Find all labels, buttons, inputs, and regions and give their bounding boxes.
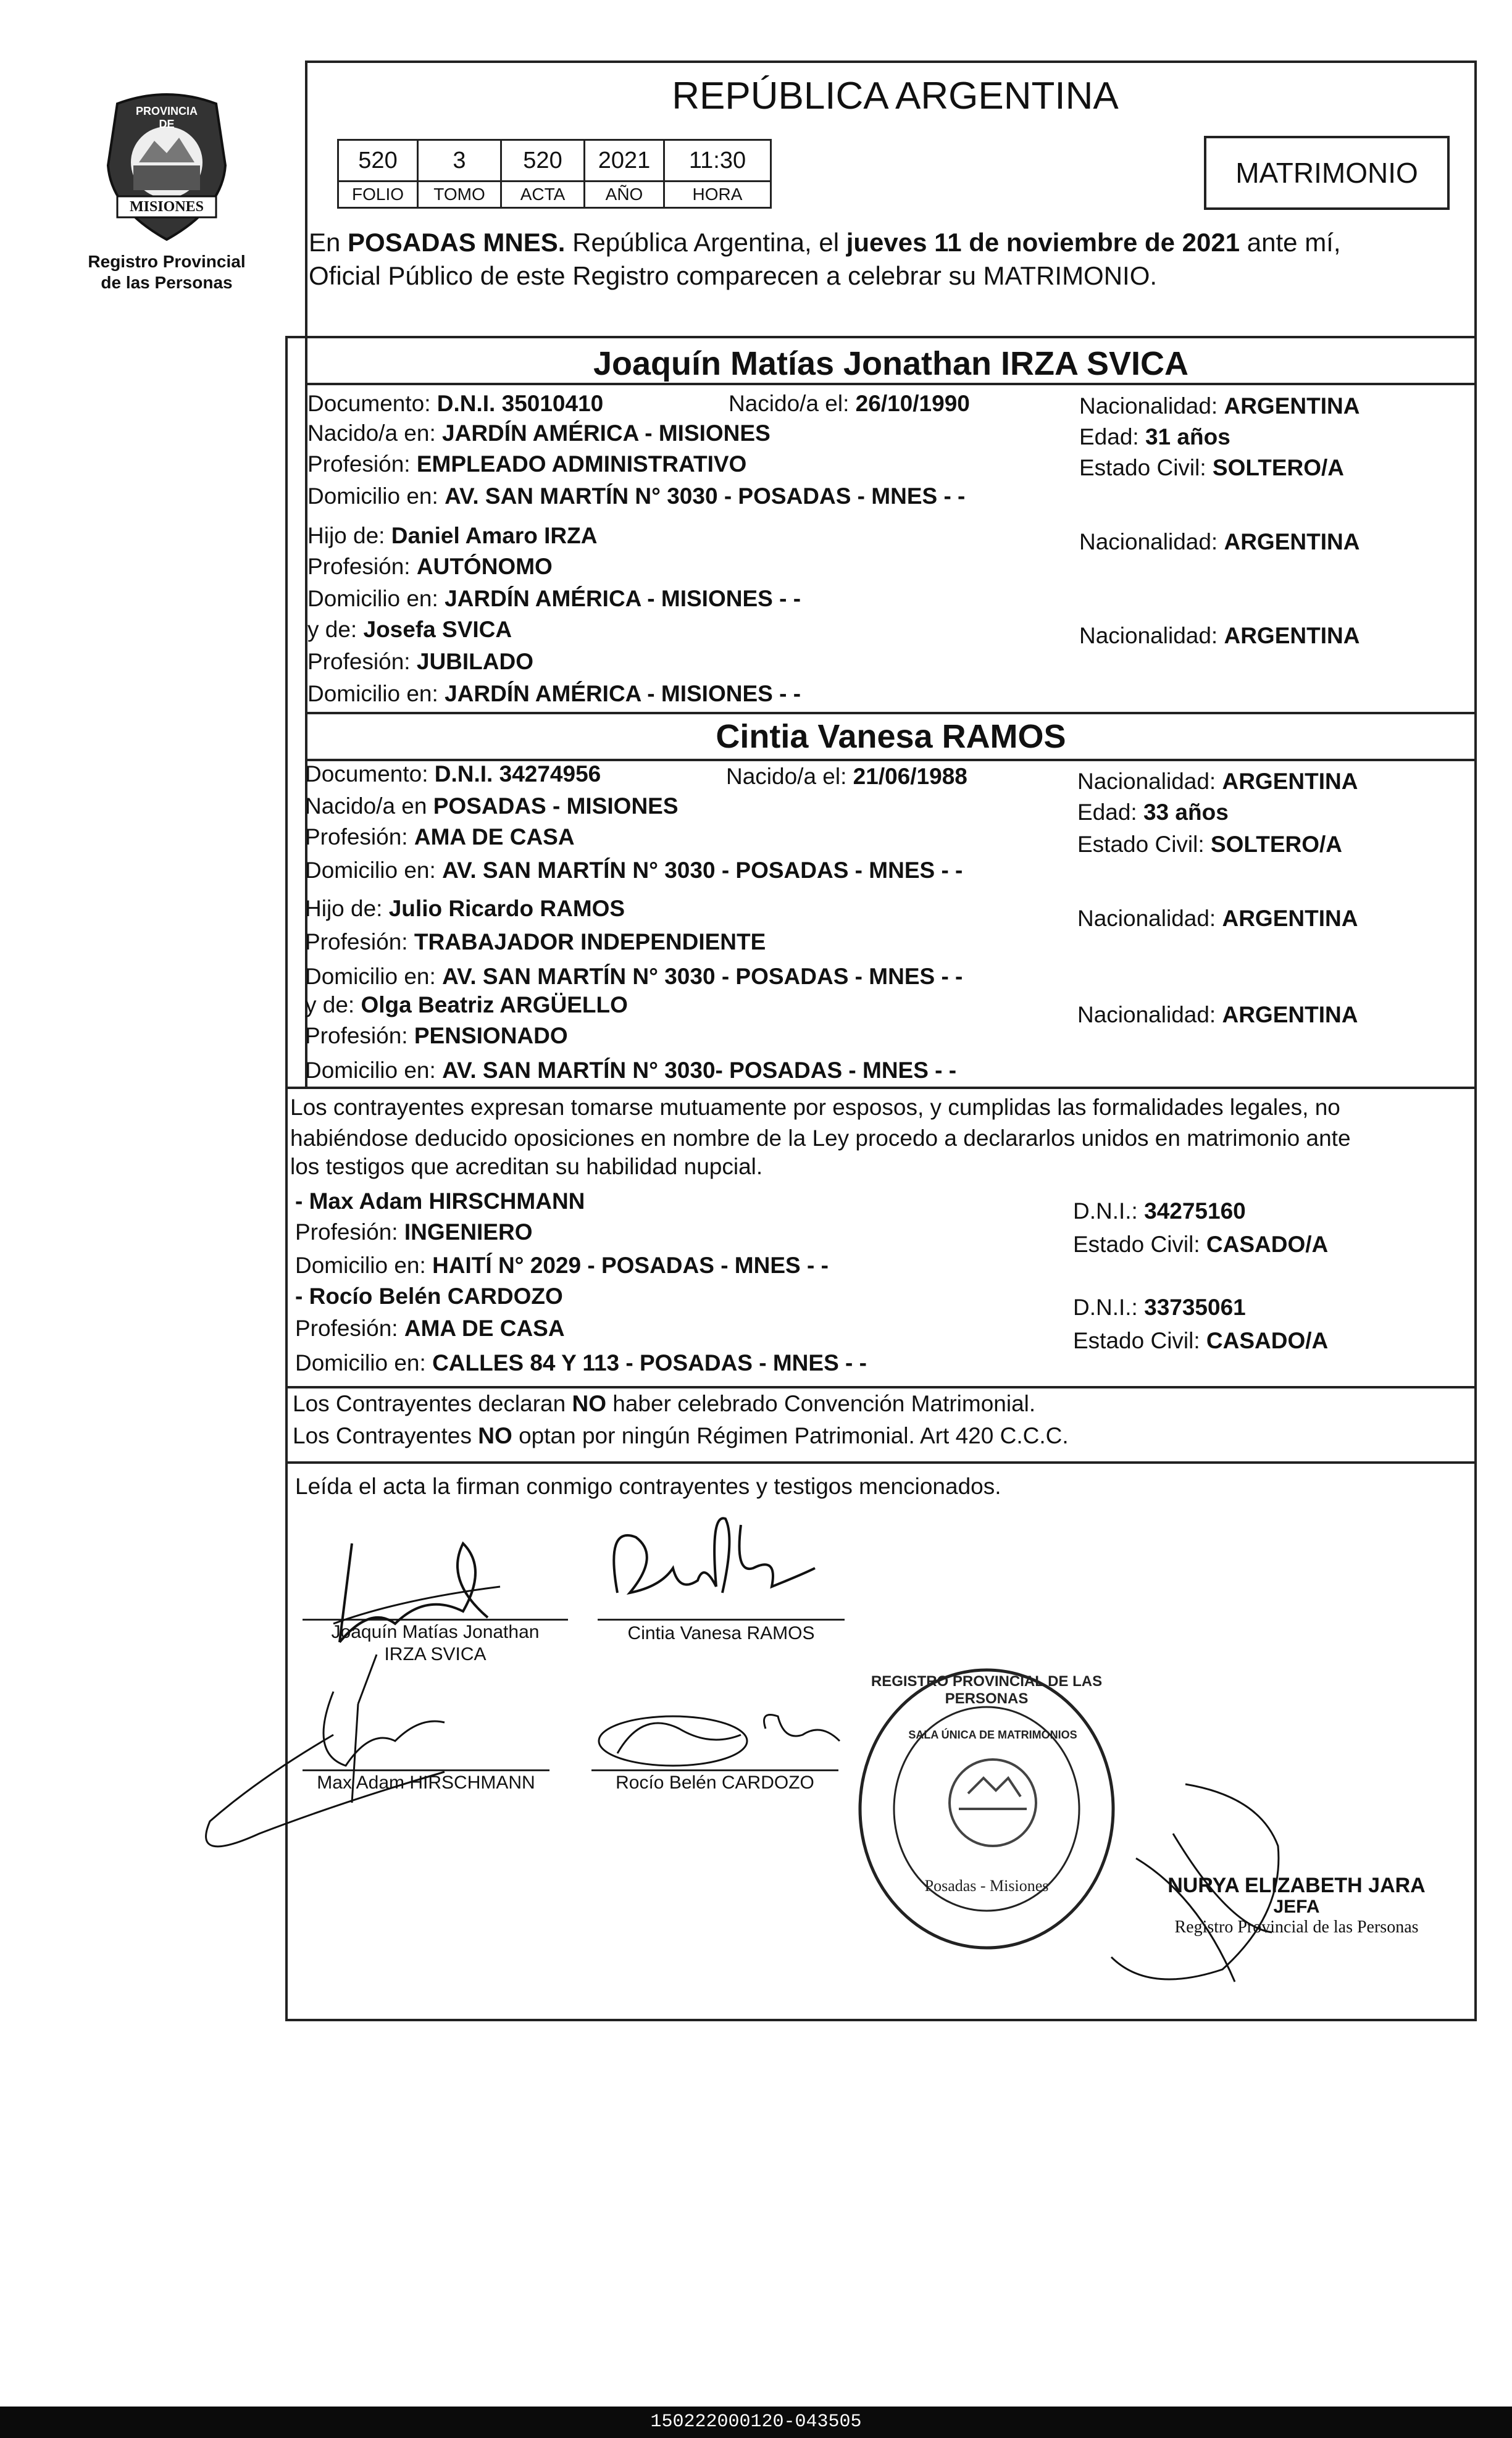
emphasis: NO <box>478 1423 512 1448</box>
value: AUTÓNOMO <box>416 554 553 579</box>
acta-label: ACTA <box>500 180 585 209</box>
value: Daniel Amaro IRZA <box>391 523 598 548</box>
regime-line-2 <box>293 1422 1069 1450</box>
spouse2-age <box>1077 799 1229 826</box>
spouse1-birthdate <box>729 390 970 417</box>
text: optan por ningún Régimen Patrimonial. Art 420 C.C.C. <box>512 1423 1069 1448</box>
signature-label-witness1: Max Adam HIRSCHMANN <box>317 1772 535 1793</box>
value: ARGENTINA <box>1222 906 1358 931</box>
spouse2-profession <box>305 824 575 851</box>
label: Domicilio en: <box>305 858 443 883</box>
label: Domicilio en: <box>307 483 445 509</box>
spouse2-mother <box>305 991 628 1019</box>
label: Documento: <box>305 761 435 787</box>
witness1-name: - Max Adam HIRSCHMANN <box>295 1188 585 1214</box>
value: SOLTERO/A <box>1212 455 1345 480</box>
witness2-name: - Rocío Belén CARDOZO <box>295 1284 563 1309</box>
spouse2-father <box>305 895 625 922</box>
logo-caption-line1: Registro Provincial <box>88 252 246 271</box>
value: D.N.I. 34274956 <box>434 761 601 787</box>
value: Josefa SVICA <box>363 617 512 642</box>
label: Profesión: <box>305 1023 414 1048</box>
label: Nacionalidad: <box>1077 1002 1222 1027</box>
spouse1-nationality <box>1079 393 1360 420</box>
value: CALLES 84 Y 113 - POSADAS - MNES - - <box>432 1350 867 1376</box>
section-divider <box>285 1386 1477 1388</box>
declaration-line-1: Los contrayentes expresan tomarse mutuamente por esposos, y cumplidas las formalidades legales, no <box>290 1095 1340 1120</box>
spouse1-father-address <box>307 585 801 612</box>
closing-text: Leída el acta la firman conmigo contrayentes y testigos mencionados. <box>295 1474 1001 1499</box>
logo-banner-text: MISIONES <box>129 199 204 215</box>
label: Estado Civil: <box>1073 1232 1206 1257</box>
seal-inner-text: SALA ÚNICA DE MATRIMONIOS <box>908 1729 1077 1741</box>
spouse1-mother <box>307 616 512 643</box>
value: Julio Ricardo RAMOS <box>388 896 625 921</box>
value: ARGENTINA <box>1224 529 1360 554</box>
value: AV. SAN MARTÍN N° 3030 - POSADAS - MNES - - <box>442 964 963 989</box>
value: Olga Beatriz ARGÜELLO <box>361 992 628 1017</box>
spouse2-address <box>305 857 963 884</box>
value: 33 años <box>1143 799 1229 825</box>
official-name: NURYA ELIZABETH JARA <box>1167 1874 1426 1897</box>
seal-bottom-text: Posadas - Misiones <box>924 1877 1049 1895</box>
text: Los Contrayentes <box>293 1423 478 1448</box>
value: TRABAJADOR INDEPENDIENTE <box>414 929 766 954</box>
spouse2-civil-status <box>1077 831 1342 858</box>
witness2-profession <box>295 1315 565 1342</box>
spouse1-mother-address <box>307 680 801 708</box>
label: Profesión: <box>307 649 417 674</box>
label: D.N.I.: <box>1073 1198 1145 1224</box>
page-title: REPÚBLICA ARGENTINA <box>672 75 1119 117</box>
label: Hijo de: <box>307 523 391 548</box>
logo-arc-text: PROVINCIA DE <box>135 105 198 130</box>
spouse2-mother-profession <box>305 1022 568 1050</box>
value: ARGENTINA <box>1224 393 1360 419</box>
value: JARDÍN AMÉRICA - MISIONES <box>442 420 771 446</box>
witness1-civil-status <box>1073 1231 1328 1258</box>
spouse1-father <box>307 522 597 549</box>
label: Nacionalidad: <box>1079 393 1224 419</box>
spouse1-father-profession <box>307 553 553 580</box>
value: CASADO/A <box>1206 1232 1329 1257</box>
value: D.N.I. 35010410 <box>436 391 604 416</box>
signature-witness2 <box>580 1685 877 1784</box>
label: Estado Civil: <box>1077 832 1211 857</box>
witness1-address <box>295 1252 829 1279</box>
label: Domicilio en: <box>307 586 445 611</box>
folio-label: FOLIO <box>337 180 419 209</box>
signature-label-witness2: Rocío Belén CARDOZO <box>616 1772 814 1793</box>
province-logo <box>93 91 241 252</box>
label: Estado Civil: <box>1079 455 1213 480</box>
value: ARGENTINA <box>1224 623 1360 648</box>
witness2-civil-status <box>1073 1327 1328 1355</box>
folio-value: 520 <box>337 139 419 182</box>
label: Domicilio en: <box>295 1350 433 1376</box>
label: Nacionalidad: <box>1077 769 1222 794</box>
label: Profesión: <box>295 1219 404 1245</box>
spouse1-name: Joaquín Matías Jonathan IRZA SVICA <box>593 345 1189 382</box>
spouse2-father-address <box>305 963 963 990</box>
value: AV. SAN MARTÍN N° 3030- POSADAS - MNES - - <box>442 1058 957 1083</box>
label: Nacido/a el: <box>729 391 856 416</box>
label: Profesión: <box>305 824 414 850</box>
value: EMPLEADO ADMINISTRATIVO <box>416 451 747 477</box>
label: D.N.I.: <box>1073 1295 1145 1320</box>
label: Nacido/a en: <box>307 420 443 446</box>
witness2-dni <box>1073 1294 1246 1321</box>
emphasis: NO <box>572 1391 606 1416</box>
declaration-line-2: habiéndose deducido oposiciones en nombre de la Ley procedo a declararlos unidos en matrimonio ante <box>290 1125 1351 1151</box>
label: Domicilio en: <box>307 681 445 706</box>
value: JARDÍN AMÉRICA - MISIONES - - <box>445 586 801 611</box>
intro-city: POSADAS MNES. <box>348 228 566 257</box>
label: y de: <box>305 992 361 1017</box>
value: SOLTERO/A <box>1210 832 1343 857</box>
seal-outer-text: REGISTRO PROVINCIAL DE LAS PERSONAS <box>871 1673 1103 1707</box>
signature-name: Joaquín Matías Jonathan <box>331 1622 540 1642</box>
label: Nacionalidad: <box>1077 906 1222 931</box>
spouse1-address <box>307 483 965 510</box>
value: ARGENTINA <box>1222 769 1358 794</box>
signature-spouse2 <box>593 1500 852 1624</box>
signature-label-spouse1 <box>303 1621 568 1666</box>
spouse2-document <box>305 761 601 788</box>
value: CASADO/A <box>1206 1328 1329 1353</box>
section-divider <box>285 1461 1477 1464</box>
spouse1-profession <box>307 451 746 478</box>
spouse1-mother-nationality <box>1079 622 1360 649</box>
label: Edad: <box>1077 799 1143 825</box>
label: Profesión: <box>307 554 417 579</box>
label: Domicilio en: <box>305 1058 443 1083</box>
label: Domicilio en: <box>305 964 443 989</box>
tomo-label: TOMO <box>417 180 502 209</box>
logo-caption-line2: de las Personas <box>101 273 233 292</box>
label: Edad: <box>1079 424 1145 449</box>
label: Hijo de: <box>305 896 389 921</box>
label: Nacionalidad: <box>1079 529 1224 554</box>
intro-line-1 <box>309 227 1341 258</box>
spouse2-nationality <box>1077 768 1358 795</box>
value: AV. SAN MARTÍN N° 3030 - POSADAS - MNES - - <box>445 483 966 509</box>
label: Domicilio en: <box>295 1253 433 1278</box>
label: Estado Civil: <box>1073 1328 1206 1353</box>
document-code-bar: 150222000120-043505 <box>0 2407 1512 2438</box>
value: ARGENTINA <box>1222 1002 1358 1027</box>
witness2-address <box>295 1350 867 1377</box>
label: Profesión: <box>307 451 417 477</box>
spouse2-birthplace <box>305 793 679 820</box>
official-title: JEFA <box>1273 1897 1320 1917</box>
spouse1-father-nationality <box>1079 528 1360 556</box>
value: 31 años <box>1145 424 1230 449</box>
regime-line-1 <box>293 1390 1035 1417</box>
acta-value: 520 <box>500 139 585 182</box>
label: Nacido/a el: <box>726 764 853 789</box>
spouse1-document <box>307 390 603 417</box>
tomo-value: 3 <box>417 139 502 182</box>
spouse2-father-nationality <box>1077 905 1358 932</box>
text: Los Contrayentes declaran <box>293 1391 572 1416</box>
value: JUBILADO <box>416 649 533 674</box>
value: 33735061 <box>1144 1295 1246 1320</box>
witness1-dni <box>1073 1198 1246 1225</box>
spouse1-mother-profession <box>307 648 533 675</box>
spouse2-birthdate <box>726 763 967 790</box>
value: INGENIERO <box>404 1219 533 1245</box>
intro-text: ante mí, <box>1240 228 1341 257</box>
anio-value: 2021 <box>583 139 665 182</box>
label: Documento: <box>307 391 437 416</box>
signature-label-spouse2: Cintia Vanesa RAMOS <box>627 1623 815 1643</box>
label: Profesión: <box>295 1316 404 1341</box>
label: y de: <box>307 617 364 642</box>
value: PENSIONADO <box>414 1023 568 1048</box>
intro-date: jueves 11 de noviembre de 2021 <box>846 228 1240 257</box>
text: haber celebrado Convención Matrimonial. <box>606 1391 1036 1416</box>
label: Nacionalidad: <box>1079 623 1224 648</box>
value: AMA DE CASA <box>414 824 575 850</box>
intro-text: En <box>309 228 348 257</box>
value: 21/06/1988 <box>853 764 967 789</box>
section-divider <box>305 712 1477 714</box>
section-divider <box>285 1087 1477 1089</box>
spouse1-birthplace <box>307 420 771 447</box>
label: Profesión: <box>305 929 414 954</box>
hora-value: 11:30 <box>663 139 772 182</box>
witness1-profession <box>295 1219 533 1246</box>
value: 34275160 <box>1144 1198 1246 1224</box>
label: Nacido/a en <box>305 793 433 819</box>
spouse2-father-profession <box>305 929 766 956</box>
declaration-line-3: los testigos que acreditan su habilidad nupcial. <box>290 1154 763 1179</box>
value: AV. SAN MARTÍN N° 3030 - POSADAS - MNES - - <box>442 858 963 883</box>
anio-label: AÑO <box>583 180 665 209</box>
intro-text: República Argentina, el <box>565 228 846 257</box>
value: POSADAS - MISIONES <box>433 793 679 819</box>
signature-name: IRZA SVICA <box>384 1644 487 1664</box>
spouse1-age <box>1079 424 1230 451</box>
spouse2-mother-address <box>305 1057 956 1084</box>
hora-label: HORA <box>663 180 772 209</box>
value: JARDÍN AMÉRICA - MISIONES - - <box>445 681 801 706</box>
value: HAITÍ N° 2029 - POSADAS - MNES - - <box>432 1253 829 1278</box>
record-type-box: MATRIMONIO <box>1204 136 1450 210</box>
spouse1-civil-status <box>1079 454 1344 482</box>
value: 26/10/1990 <box>855 391 970 416</box>
spouse2-name: Cintia Vanesa RAMOS <box>716 718 1066 755</box>
intro-line-2: Oficial Público de este Registro comparecen a celebrar su MATRIMONIO. <box>309 261 1158 290</box>
official-organization: Registro Provincial de las Personas <box>1174 1918 1419 1937</box>
value: AMA DE CASA <box>404 1316 565 1341</box>
spouse2-mother-nationality <box>1077 1001 1358 1029</box>
